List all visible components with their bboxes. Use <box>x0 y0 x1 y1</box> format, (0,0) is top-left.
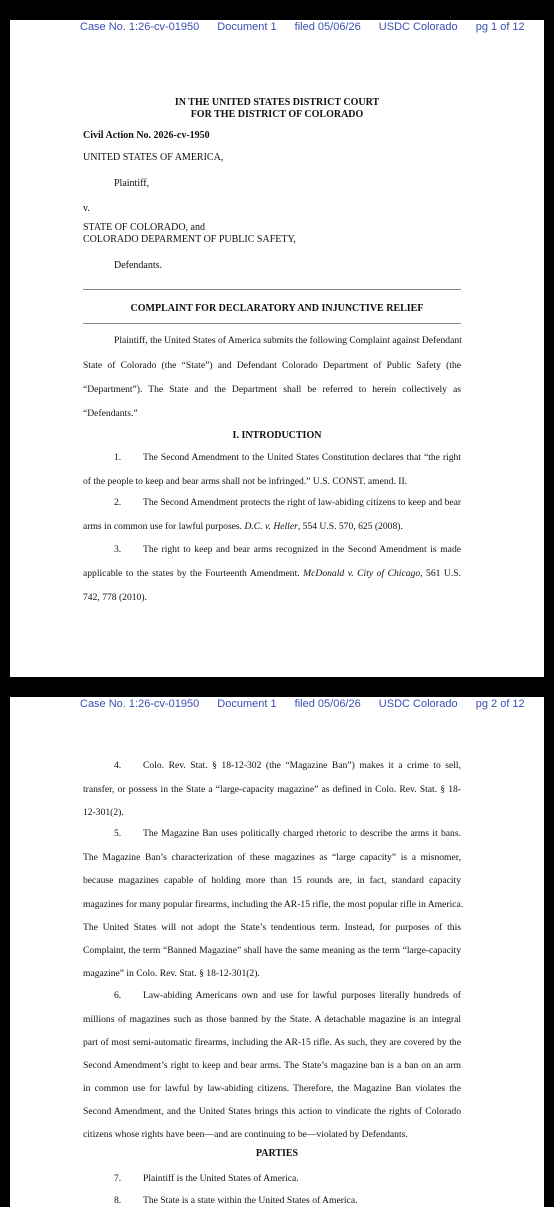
filed-date: filed 05/06/26 <box>294 698 361 710</box>
page-number: pg 1 of 12 <box>475 21 525 33</box>
paragraph-number: 1. <box>114 452 122 463</box>
defendant-1: STATE OF COLORADO, and <box>83 222 205 233</box>
document-page-2: Case No. 1:26-cv-01950 Document 1 filed 05/06/26 USDC Colorado pg 2 of 12 4. Colo. Rev. Stat. § 18-12-302 (the “Magazine Ban”) makes it a crime to sell, transfer, or possess in the State a “large-capacity magazine” as defined in Colo. Rev. Stat. § 18- 12-301(2). 5. The Magazine Ban uses politically charged rhetoric to describe the arms it bans. The Magazine Ban’s characterization of these magazines as “large capacity” is a misnomer, because magazines capable of holding more than 15 rounds are, in fact, standard capacity magazines for many popular firearms, including the AR-15 rifle, the most popular rifle in America. The United States will not adopt the State’s tendentious term. Instead, for purposes of this Complaint, the term “Banned Magazine” shall have the same meaning as the term “large-capacity magazine” in Colo. Rev. Stat. § 18-12-301(2). 6. Law-abiding Americans own and use for lawful purposes literally hundreds of millions of magazines such as those banned by the State. A detachable magazine is an integral part of most semi-automatic firearms, including the AR-15 rifle. As such, they are covered by the Second Amendment’s right to keep and bear arms. The State’s magazine ban is a ban on an arm in common use for lawful by law-abiding citizens. Therefore, the Magazine Ban violates the Second Amendment, and the United States brings this action to vindicate the rights of Colorado citizens whose rights have been—and are continuing to be—violated by Defendants. PARTIES 7. Plaintiff is the United States of America. 8. The State is a state within the United States of America. <box>10 697 544 1207</box>
court-heading-line2: FOR THE DISTRICT OF COLORADO <box>190 109 364 120</box>
defendant-2: COLORADO DEPARMENT OF PUBLIC SAFETY, <box>83 234 296 245</box>
title-rule-top <box>83 289 461 290</box>
ecf-header <box>80 698 525 710</box>
page-number: pg 2 of 12 <box>475 698 525 710</box>
complaint-title: COMPLAINT FOR DECLARATORY AND INJUNCTIVE RELIEF <box>130 303 424 314</box>
case-number: Case No. 1:26-cv-01950 <box>80 21 200 33</box>
paragraph-number: 5. <box>114 828 122 839</box>
versus: v. <box>83 203 90 214</box>
paragraph-number: 2. <box>114 497 122 508</box>
ecf-header <box>80 21 525 33</box>
case-citation: D.C. v. Heller <box>244 521 298 532</box>
section-heading-parties: PARTIES <box>255 1148 299 1159</box>
plaintiff-name: UNITED STATES OF AMERICA, <box>83 152 224 163</box>
plaintiff-role: Plaintiff, <box>114 178 150 189</box>
court-name: USDC Colorado <box>378 698 458 710</box>
paragraph-number: 3. <box>114 544 122 555</box>
paragraph-number: 6. <box>114 990 122 1001</box>
paragraph-number: 4. <box>114 760 122 771</box>
court-name: USDC Colorado <box>378 21 458 33</box>
case-number: Case No. 1:26-cv-01950 <box>80 698 200 710</box>
paragraph-number: 8. <box>114 1195 122 1206</box>
document-number: Document 1 <box>217 698 277 710</box>
case-citation: McDonald v. City of Chicago <box>303 568 421 579</box>
defendant-role: Defendants. <box>114 260 163 271</box>
section-heading-introduction: I. INTRODUCTION <box>232 430 322 441</box>
court-heading-line1: IN THE UNITED STATES DISTRICT COURT <box>174 97 380 108</box>
document-page-1: Case No. 1:26-cv-01950 Document 1 filed 05/06/26 USDC Colorado pg 1 of 12 IN THE UNITED STATES DISTRICT COURT FOR THE DISTRICT OF COLORADO Civil Action No. 2026-cv-1950 UNITED STATES OF AMERICA, Plaintiff, v. STATE OF COLORADO, and COLORADO DEPARMENT OF PUBLIC SAFETY, Defendants. COMPLAINT FOR DECLARATORY AND INJUNCTIVE RELIEF Plaintiff, the United States of America submits the following Complaint against Defendant State of Colorado (the “State”) and Defendant Colorado Department of Public Safety (the “Department”). The State and the Department shall be referred to herein collectively as “Defendants.” I. INTRODUCTION 1. The Second Amendment to the United States Constitution declares that “the right of the people to keep and bear arms shall not be infringed.” U.S. CONST. amend. II. 2. The Second Amendment protects the right of law-abiding citizens to keep and bear arms in common use for lawful purposes. D.C. v. Heller, 554 U.S. 570, 625 (2008). 3. The right to keep and bear arms recognized in the Second Amendment is made applicable to the states by the Fourteenth Amendment. McDonald v. City of Chicago, 561 U.S. 742, 778 (2010). <box>10 20 544 677</box>
title-rule-bottom <box>83 323 461 324</box>
civil-action-number: Civil Action No. 2026-cv-1950 <box>83 130 210 141</box>
document-number: Document 1 <box>217 21 277 33</box>
filed-date: filed 05/06/26 <box>294 21 361 33</box>
paragraph-number: 7. <box>114 1173 122 1184</box>
